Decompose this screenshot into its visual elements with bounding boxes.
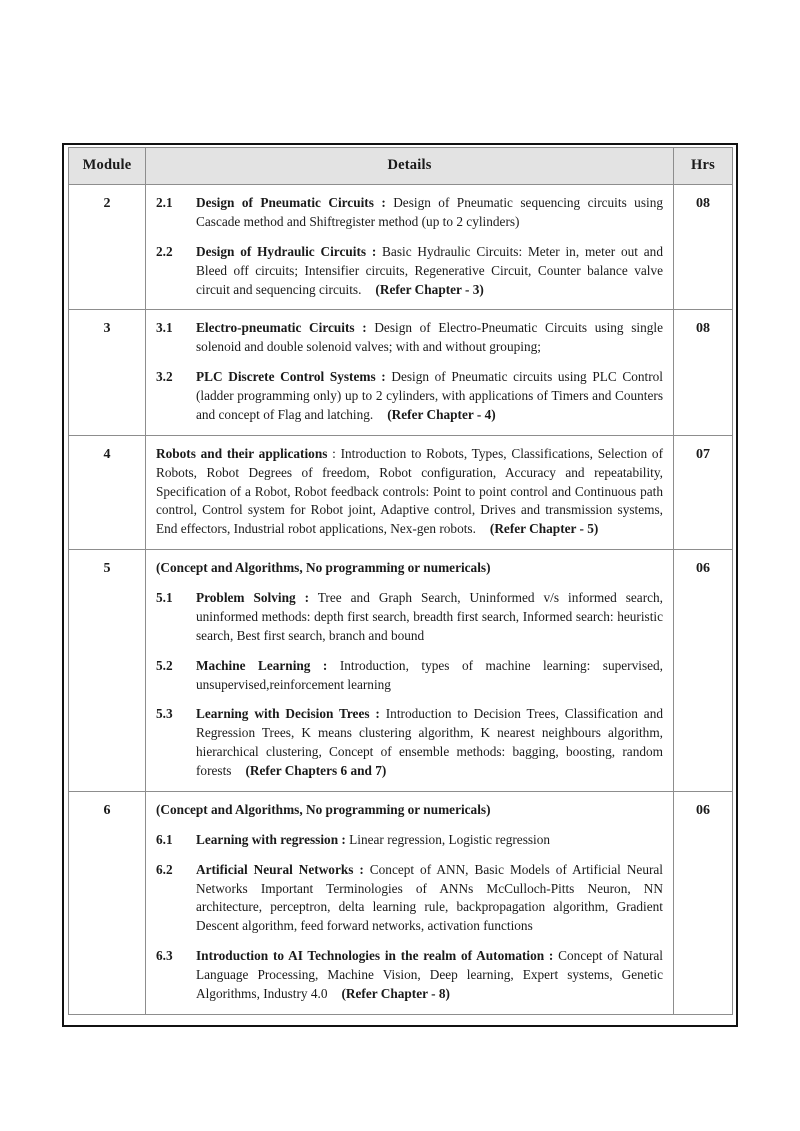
- detail-text: [196, 947, 663, 1004]
- detail-text: [196, 368, 663, 425]
- detail-topic-body: Concept of Natural Language Processing, Machine Vision, Deep learning, Expert systems, Genetic Algorithms, Industry 4.0: [196, 948, 663, 1001]
- detail-topic-body: Design of Pneumatic sequencing circuits using Cascade method and Shiftregister method (up to 2 cylinders): [196, 195, 663, 229]
- column-header-module: Module: [69, 148, 146, 185]
- detail-item-number: 2.1: [156, 195, 173, 210]
- detail-item-number: 6.3: [156, 948, 173, 964]
- detail-item-body: [196, 657, 663, 695]
- detail-item-body: [196, 589, 663, 646]
- detail-topic-body: Basic Hydraulic Circuits: Meter in, meter out and Bleed off circuits; Intensifier circuits, Regenerative Circuit, Counter balance valve circuit and sequencing circuits.: [196, 243, 663, 297]
- chapter-reference: (Refer Chapters 6 and 7): [245, 763, 387, 778]
- module-hours: 06: [674, 791, 733, 1014]
- detail-item: [156, 657, 663, 695]
- detail-topic-title: Design of Hydraulic Circuits :: [196, 243, 377, 259]
- module-details: [146, 310, 674, 435]
- column-header-details: Details: [146, 148, 674, 185]
- table-row: [69, 435, 733, 549]
- detail-text: [196, 705, 663, 781]
- column-header-hrs: Hrs: [674, 148, 733, 185]
- module-hours: 07: [674, 435, 733, 549]
- detail-item-number: 5.3: [156, 706, 173, 722]
- table-row: [69, 185, 733, 310]
- chapter-reference: (Refer Chapter - 5): [489, 521, 599, 537]
- detail-item-number: 3.1: [156, 320, 173, 336]
- module-details: [146, 435, 674, 549]
- detail-item-body: [196, 243, 663, 300]
- detail-topic-title: Artificial Neural Networks :: [196, 861, 364, 877]
- detail-text: [196, 657, 663, 695]
- detail-item-number: 5.2: [156, 657, 173, 673]
- detail-topic-body: Concept of ANN, Basic Models of Artificial Neural Networks Important Terminologies of ANNs McCulloch-Pitts Neuron, NN architecture, perceptron, delta learning rule, backpropagation algorithm, Gradient Descent algorithm, feed forward networks, activation functions: [196, 861, 663, 934]
- module-number: 5: [69, 550, 146, 792]
- detail-text: [196, 319, 663, 357]
- detail-topic-body: Linear regression, Logistic regression: [345, 831, 551, 847]
- detail-topic-body: Tree and Graph Search, Uninformed v/s informed search, uninformed methods: depth first search, breadth first search, Informed search: heuristic search, Best first search, branch and bound: [196, 590, 664, 643]
- detail-block: [156, 445, 663, 539]
- module-number: 3: [69, 310, 146, 435]
- chapter-reference: (Refer Chapter - 8): [341, 985, 450, 1001]
- chapter-reference: (Refer Chapter - 4): [387, 406, 496, 422]
- table-header: [69, 148, 733, 185]
- detail-topic-title: Machine Learning :: [196, 657, 328, 673]
- detail-text: [156, 445, 663, 539]
- module-hours: 08: [674, 185, 733, 310]
- detail-item-body: [196, 947, 663, 1004]
- detail-text: [196, 194, 663, 232]
- table-row: [69, 791, 733, 1014]
- module-number: 2: [69, 185, 146, 310]
- detail-item: [156, 368, 663, 425]
- detail-item: [156, 194, 663, 232]
- chapter-reference: (Refer Chapter - 3): [375, 281, 484, 297]
- detail-item: [156, 831, 663, 850]
- detail-item-body: [196, 705, 663, 781]
- table-body: [69, 185, 733, 1015]
- detail-item-body: [196, 831, 663, 850]
- detail-text: [196, 831, 663, 850]
- detail-topic-body: Introduction, types of machine learning: supervised, unsupervised,reinforcement learning: [196, 657, 663, 692]
- detail-item: [156, 589, 663, 646]
- detail-topic-body: Design of Pneumatic circuits using PLC Control (ladder programming only) up to 2 cylinders, with applications of Timers and Counters and concept of Flag and latching.: [196, 369, 663, 422]
- module-details: [146, 550, 674, 792]
- detail-item-number: 6.2: [156, 861, 173, 877]
- detail-item-number: 3.2: [156, 369, 173, 385]
- detail-topic-title: Introduction to AI Technologies in the realm of Automation :: [196, 948, 554, 964]
- detail-topic-title: PLC Discrete Control Systems :: [196, 369, 386, 385]
- module-hours: 08: [674, 310, 733, 435]
- table-header-row: [69, 148, 733, 185]
- detail-item: [156, 947, 663, 1004]
- detail-item-number: 6.1: [156, 831, 173, 847]
- detail-item-number: 5.1: [156, 590, 173, 605]
- detail-topic-title: Problem Solving :: [196, 590, 310, 605]
- module-hours: 06: [674, 550, 733, 792]
- detail-item-body: [196, 319, 663, 357]
- detail-item-body: [196, 194, 663, 232]
- module-heading-note: (Concept and Algorithms, No programming or numericals): [156, 801, 491, 817]
- detail-item-body: [196, 368, 663, 425]
- detail-topic-title: Robots and their applications: [156, 445, 328, 461]
- module-number: 6: [69, 791, 146, 1014]
- detail-topic-title: Electro-pneumatic Circuits :: [196, 320, 367, 336]
- module-number: 4: [69, 435, 146, 549]
- detail-text: [196, 861, 663, 937]
- detail-topic-body: : Introduction to Robots, Types, Classifications, Selection of Robots, Robot Degrees of freedom, Robot configuration, Accuracy and repeatability, Specification of a Robot, Robot feedback controls: Point to point control and Continuous path control, Control system for Robot joint, Adaptive control, Drives and transmission systems, End effectors, Industrial robot applications, Nex-gen robots.: [156, 445, 663, 537]
- detail-topic-title: Learning with regression :: [196, 831, 346, 847]
- detail-text: [196, 589, 663, 646]
- detail-item: [156, 319, 663, 357]
- module-details: [146, 791, 674, 1014]
- module-heading-note: (Concept and Algorithms, No programming or numericals): [156, 560, 491, 576]
- detail-topic-body: Introduction to Decision Trees, Classification and Regression Trees, K means clustering algorithm, K nearest neighbours algorithm, hierarchical clustering, Concept of ensemble methods: bagging, boosting, random forests: [196, 706, 664, 778]
- table-row: [69, 550, 733, 792]
- detail-topic-title: Learning with Decision Trees :: [196, 706, 380, 722]
- detail-item: [156, 705, 663, 781]
- detail-topic-body: Design of Electro-Pneumatic Circuits using single solenoid and double solenoid valves; with and without grouping;: [196, 320, 663, 355]
- detail-item: [156, 861, 663, 937]
- detail-item-body: [196, 861, 663, 937]
- detail-topic-title: Design of Pneumatic Circuits :: [196, 195, 386, 210]
- detail-item: [156, 243, 663, 300]
- detail-text: [196, 243, 663, 300]
- detail-item-number: 2.2: [156, 243, 173, 259]
- syllabus-table: [68, 147, 733, 1015]
- module-details: [146, 185, 674, 310]
- table-row: [69, 310, 733, 435]
